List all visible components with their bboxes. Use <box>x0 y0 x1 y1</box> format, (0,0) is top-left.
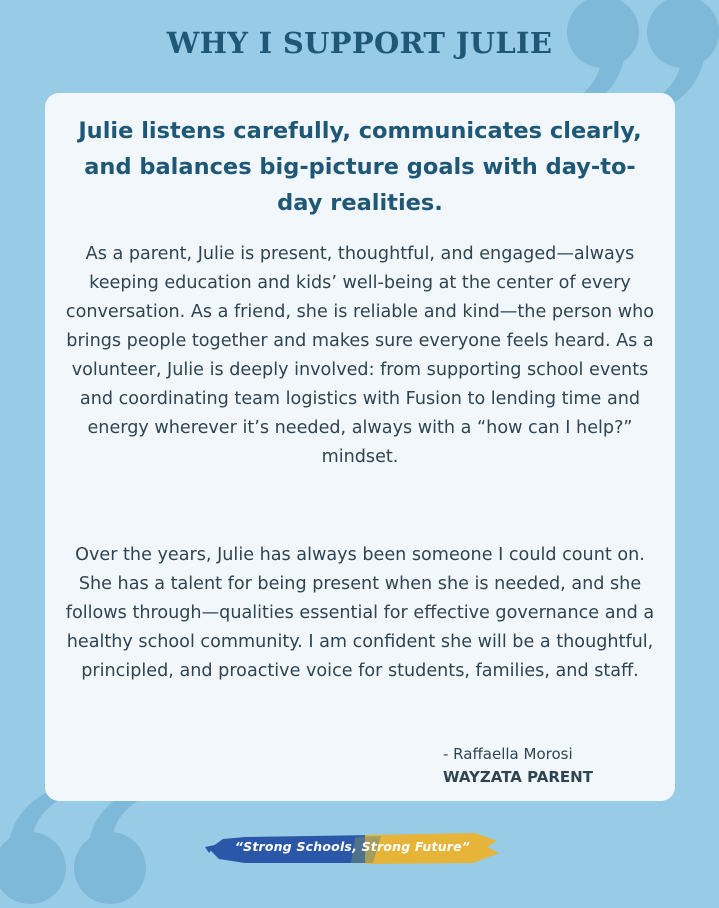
slogan-text: “Strong Schools, Strong Future” <box>234 839 471 854</box>
testimonial-card <box>45 93 675 801</box>
signature-role: WAYZATA PARENT <box>443 768 593 786</box>
slogan-banner <box>205 827 500 871</box>
page-title: WHY I SUPPORT JULIE <box>166 26 553 60</box>
testimonial-paragraph: As a parent, Julie is present, thoughtful, and engaged—always keeping education and kids’ well-being at the center of every conversation. As a friend, she is reliable and kind—the person who brings people together and makes sure everyone feels heard. As a volunteer, Julie is deeply involved: from supporting school events and coordinating team logistics with Fusion to lending time and energy wherever it’s needed, always with a “how can I help?” mindset. <box>65 244 655 467</box>
testimonial-signature <box>443 743 593 789</box>
testimonial-paragraph: Over the years, Julie has always been someone I could count on. She has a talent for being present when she is needed, and she follows through—qualities essential for effective governance and a healthy school community. I am confident she will be a thoughtful, principled, and proactive voice for students, families, and staff. <box>65 545 655 681</box>
signature-name: - Raffaella Morosi <box>443 745 573 763</box>
testimonial-headline: Julie listens carefully, communicates clearly, and balances big-picture goals with day-to-day realities. <box>78 118 642 216</box>
